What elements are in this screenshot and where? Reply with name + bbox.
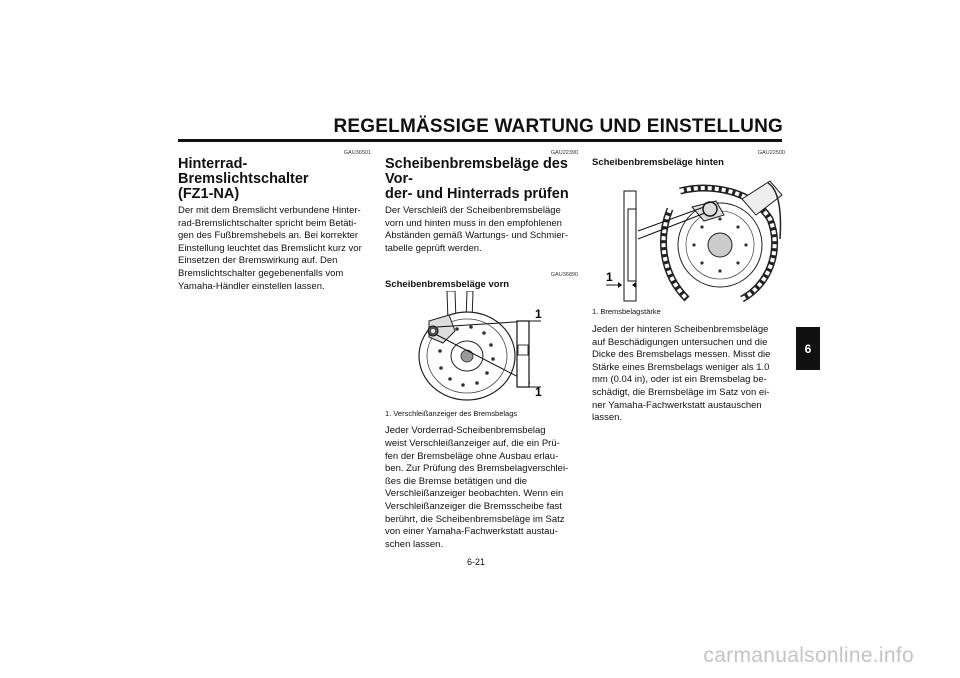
text-line: Yamaha-Händler einstellen lassen. [178, 280, 325, 292]
subsection-heading-front: Scheibenbremsbeläge vorn [385, 279, 510, 291]
text-line: Jeden der hinteren Scheibenbremsbeläge [592, 324, 769, 335]
rear-brake-figure [592, 169, 785, 304]
section-code: GAU36501 [343, 150, 371, 156]
heading-line: Scheibenbremsbeläge des Vor- [385, 156, 568, 187]
heading-line: Hinterrad-Bremslichtschalter [178, 156, 309, 187]
body-paragraph [592, 324, 785, 425]
text-line: Jeder Vorderrad-Scheibenbremsbelag [385, 425, 546, 437]
section-heading-brake-light-switch [178, 157, 371, 202]
text-line: Verschleißanzeiger die Bremsscheibe fast [385, 500, 562, 512]
text-line: tabelle geprüft werden. [385, 242, 482, 254]
front-brake-figure [385, 291, 578, 406]
text-line: lassen. [592, 412, 623, 424]
text-line: Bremslichtschalter gegebenenfalls vom [178, 267, 344, 279]
page-header-title: REGELMÄSSIGE WARTUNG UND EINSTELLUNG [333, 116, 783, 137]
figure-caption: 1. Verschleißanzeiger des Bremsbelags [385, 409, 518, 419]
text-line: Abständen gemäß Wartungs- und Schmier- [385, 230, 568, 242]
figure-label-1-bottom: 1 [535, 385, 542, 400]
text-line: ben. Zur Prüfung des Bremsbelagverschlei- [385, 463, 569, 475]
text-line: vorn und hinten muss in den empfohlenen [385, 217, 562, 229]
heading-line: der- und Hinterrads prüfen [385, 186, 569, 202]
section-heading-brake-pads [385, 157, 578, 202]
text-line: Stärke eines Bremsbelags weniger als 1.0 [592, 361, 770, 373]
text-line: schen lassen. [385, 538, 444, 550]
subsection-heading-rear: Scheibenbremsbeläge hinten [592, 157, 724, 168]
text-line: Der Verschleiß der Scheibenbremsbeläge [385, 205, 561, 216]
column-2 [385, 150, 578, 551]
text-line: fen der Bremsbeläge ohne Ausbau erlau- [385, 450, 559, 462]
text-line: Dicke des Bremsbelags messen. Misst die [592, 349, 771, 361]
text-line: Der mit dem Bremslicht verbundene Hinter- [178, 205, 361, 216]
text-line: ßes die Bremse betätigen und die [385, 475, 528, 487]
text-line: von einer Yamaha-Fachwerkstatt austau- [385, 526, 558, 538]
section-code: GAU36890 [550, 272, 578, 279]
watermark: carmanualsonline.info [703, 644, 914, 667]
figure-label-1-top: 1 [535, 307, 542, 322]
text-line: Einstellung leuchtet das Bremslicht kurz vor [178, 242, 362, 254]
section-code: GAU22390 [550, 150, 578, 156]
header-rule [178, 139, 782, 142]
column-3 [592, 150, 785, 425]
body-paragraph [385, 205, 578, 255]
body-paragraph [178, 205, 371, 293]
text-line: mm (0.04 in), oder ist ein Bremsbelag be- [592, 374, 767, 386]
chapter-tab: 6 [796, 327, 820, 370]
figure-caption: 1. Bremsbelagstärke [592, 307, 661, 316]
figure-label-1: 1 [606, 270, 613, 284]
text-line: berührt, die Scheibenbremsbeläge im Satz [385, 513, 565, 525]
column-1 [178, 150, 371, 293]
text-line: auf Beschädigungen untersuchen und die [592, 336, 768, 348]
heading-line: (FZ1-NA) [178, 186, 240, 202]
text-line: Verschleißanzeiger beobachten. Wenn ein [385, 488, 564, 500]
text-line: rad-Bremslichtschalter spricht beim Betäti- [178, 217, 357, 229]
text-line: weist Verschleißanzeiger auf, die ein Prü- [385, 437, 560, 449]
page-number: 6-21 [467, 557, 486, 567]
text-line: Einsetzen der Bremswirkung auf. Den [178, 255, 338, 267]
section-code: GAU22500 [757, 150, 785, 156]
text-line: ner Yamaha-Fachwerkstatt austauschen [592, 399, 762, 411]
body-paragraph [385, 425, 578, 551]
text-line: schädigt, die Bremsbeläge im Satz von ei- [592, 386, 770, 398]
text-line: gen des Fußbremshebels an. Bei korrekter [178, 230, 359, 242]
